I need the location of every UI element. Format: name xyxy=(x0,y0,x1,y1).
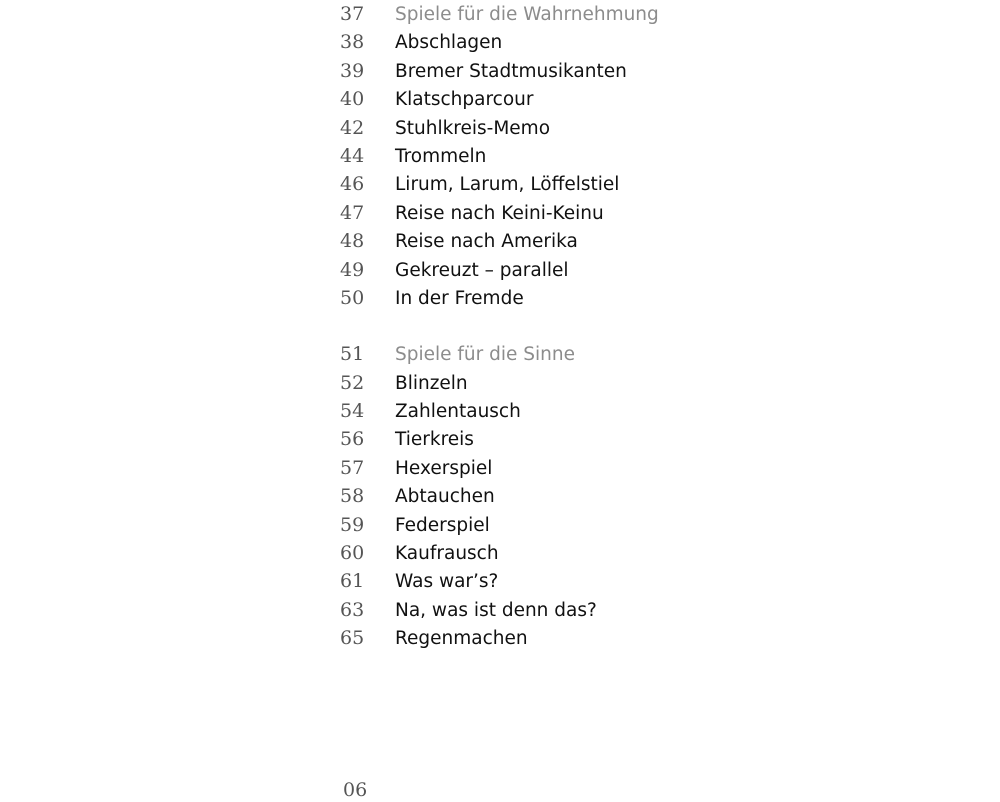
toc-entry-title: Trommeln xyxy=(395,145,487,167)
toc-entry-page: 60 xyxy=(340,542,365,565)
toc-entry xyxy=(340,567,760,595)
toc-entry-title: Abschlagen xyxy=(395,32,503,54)
toc-entry xyxy=(340,199,760,227)
section-heading-page: 37 xyxy=(340,3,365,25)
toc-entry-title: Federspiel xyxy=(395,514,490,536)
page-number: 06 xyxy=(343,779,368,801)
toc-entry-page: 50 xyxy=(340,286,365,309)
toc-entry-title: Reise nach Amerika xyxy=(395,231,578,253)
toc-entry-title: Zahlentausch xyxy=(395,401,521,423)
toc-entry-title: Kaufrausch xyxy=(395,543,499,565)
toc-entry-page: 63 xyxy=(340,598,365,621)
table-of-contents xyxy=(340,0,760,653)
toc-entry xyxy=(340,114,760,142)
section-heading-row xyxy=(340,0,760,28)
toc-section-sinne xyxy=(340,340,760,652)
toc-entry-page: 40 xyxy=(340,88,365,111)
toc-entry-page: 39 xyxy=(340,59,365,82)
toc-entry xyxy=(340,425,760,453)
toc-entry-page: 52 xyxy=(340,371,365,394)
toc-entry-page: 59 xyxy=(340,513,365,536)
toc-entry-title: Hexerspiel xyxy=(395,457,493,479)
toc-entry xyxy=(340,256,760,284)
toc-entry-title: Klatschparcour xyxy=(395,89,534,111)
section-heading-row xyxy=(340,340,760,368)
toc-entry-page: 46 xyxy=(340,173,365,196)
section-heading-title: Spiele für die Wahrnehmung xyxy=(395,4,659,25)
toc-entry xyxy=(340,482,760,510)
toc-entry xyxy=(340,539,760,567)
toc-entry-page: 49 xyxy=(340,258,365,281)
toc-entry-title: Was war’s? xyxy=(395,571,499,593)
toc-entry-title: Reise nach Keini-Keinu xyxy=(395,202,604,224)
toc-entry-page: 47 xyxy=(340,201,365,224)
toc-entry xyxy=(340,511,760,539)
toc-entry-title: Stuhlkreis-Memo xyxy=(395,117,551,139)
section-heading-page: 51 xyxy=(340,343,365,366)
toc-entry-page: 54 xyxy=(340,400,365,423)
toc-entry-page: 65 xyxy=(340,627,365,650)
toc-entry-page: 56 xyxy=(340,428,365,451)
toc-entry-title: Regenmachen xyxy=(395,628,528,650)
toc-entry xyxy=(340,369,760,397)
toc-entry xyxy=(340,227,760,255)
toc-entry-title: Gekreuzt – parallel xyxy=(395,259,569,281)
toc-entry-page: 61 xyxy=(340,570,365,593)
toc-entry-page: 42 xyxy=(340,116,365,139)
toc-entry-title: Blinzeln xyxy=(395,372,468,394)
toc-entry-title: Lirum, Larum, Löffelstiel xyxy=(395,174,620,196)
toc-entry xyxy=(340,596,760,624)
toc-entry-title: In der Fremde xyxy=(395,287,524,309)
toc-entry-page: 38 xyxy=(340,31,365,54)
toc-entry-title: Bremer Stadtmusikanten xyxy=(395,60,627,82)
toc-entry xyxy=(340,284,760,312)
toc-entry xyxy=(340,170,760,198)
toc-entry xyxy=(340,142,760,170)
toc-entry xyxy=(340,28,760,56)
toc-entry-title: Tierkreis xyxy=(395,429,474,451)
toc-entry-title: Abtauchen xyxy=(395,486,495,508)
toc-entry xyxy=(340,85,760,113)
toc-entry-title: Na, was ist denn das? xyxy=(395,599,597,621)
toc-section-wahrnehmung xyxy=(340,0,760,312)
toc-entry-page: 58 xyxy=(340,485,365,508)
section-heading-title: Spiele für die Sinne xyxy=(395,344,575,366)
toc-entry xyxy=(340,397,760,425)
toc-entry-page: 48 xyxy=(340,230,365,253)
toc-entry-page: 57 xyxy=(340,456,365,479)
toc-entry xyxy=(340,624,760,652)
toc-entry xyxy=(340,454,760,482)
toc-entry xyxy=(340,57,760,85)
toc-entry-page: 44 xyxy=(340,144,365,167)
